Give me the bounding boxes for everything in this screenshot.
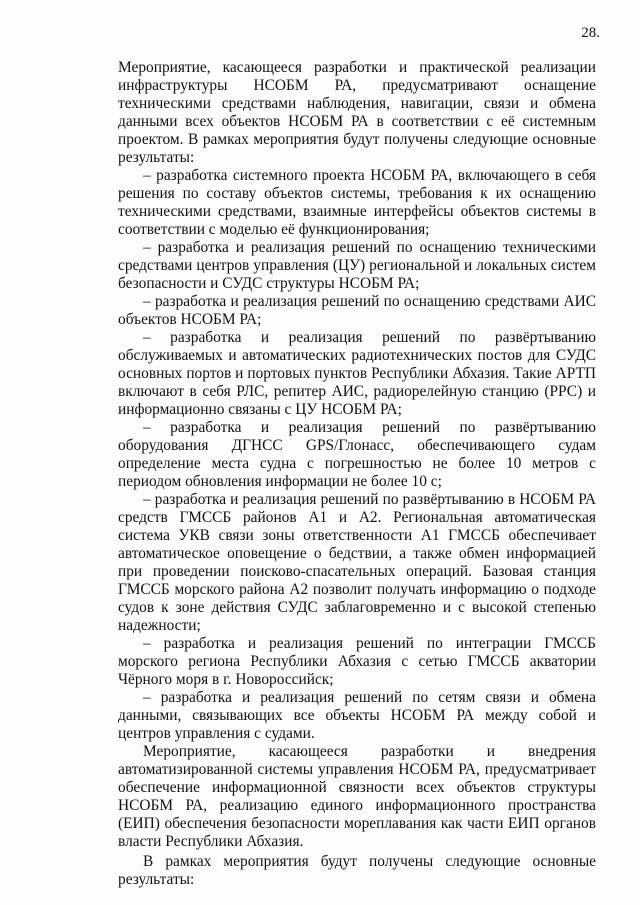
list-item-gmdss-integration: – разработка и реализация решений по интеграции ГМССБ морского региона Республики Абхазия с сетью ГМССБ акватории Чёрного моря в г. Новороссийск; [118,635,596,688]
paragraph-asu: Мероприятие, касающееся разработки и внедрения автоматизированной системы управления НСОБМ РА, предусматривает обеспечение информационной связности всех объектов структуры НСОБМ РА, реализацию единого информационного пространства (ЕИП) обеспечения безопасности мореплавания как части ЕИП органов власти Республики Абхазия. [118,743,596,850]
list-item-control-centers: – разработка и реализация решений по оснащению техническими средствами центров управления (ЦУ) региональной и локальных систем безопасности и СУДС структуры НСОБМ РА; [118,239,596,292]
paragraph-results: В рамках мероприятия будут получены следующие основные результаты: [118,853,596,888]
list-item-networks: – разработка и реализация решений по сетям связи и обмена данными, связывающих все объекты НСОБМ РА между собой и центров управления с судами. [118,689,596,742]
page-number: 28. [581,25,600,41]
list-item-radio-posts: – разработка и реализация решений по развёртыванию обслуживаемых и автоматических радиотехнических постов для СУДС основных портов и портовых пунктов Республики Абхазия. Такие АРТП включают в себя РЛС, репитер АИС, радиорелейную станцию (РРС) и информационно связаны с ЦУ НСОБМ РА; [118,329,596,418]
list-item-system-project: – разработка системного проекта НСОБМ РА, включающего в себя решения по составу объектов системы, требования к их оснащению техническими средствами, взаимные интерфейсы объектов системы в соответствии с моделью её функционирования; [118,167,596,238]
document-body [118,59,596,889]
list-item-dgnss: – разработка и реализация решений по развёртыванию оборудования ДГНСС GPS/Глонасс, обеспечивающего судам определение места судна с погрешностью не более 10 метров с периодом обновления информации не более 10 с; [118,419,596,490]
list-item-ais: – разработка и реализация решений по оснащению средствами АИС объектов НСОБМ РА; [118,293,596,328]
paragraph-intro: Мероприятие, касающееся разработки и практической реализации инфраструктуры НСОБМ РА, предусматривают оснащение техническими средствами наблюдения, навигации, связи и обмена данными всех объектов НСОБМ РА в соответствии с её системным проектом. В рамках мероприятия будут получены следующие основные результаты: [118,59,596,166]
list-item-gmdss: – разработка и реализация решений по развёртыванию в НСОБМ РА средств ГМССБ районов А1 и А2. Региональная автоматическая система УКВ связи зоны ответственности А1 ГМССБ обеспечивает автоматическое оповещение о бедствии, а также обмен информацией при проведении поисково-спасательных операций. Базовая станция ГМССБ морского района А2 позволит получать информацию о подходе судов к зоне действия СУДС заблаговременно и с высокой степенью надежности; [118,491,596,634]
